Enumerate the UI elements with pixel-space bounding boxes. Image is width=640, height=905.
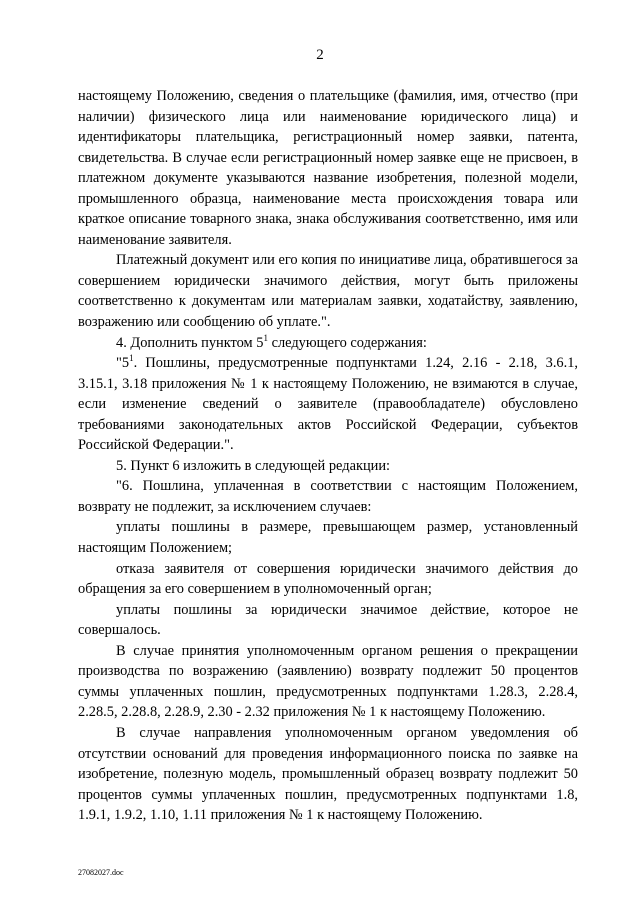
paragraph-payment-document: Платежный документ или его копия по инициативе лица, обратившегося за совершением юридически значимого действия, могут быть приложены соответственно к документам или материалам заявки, ходатайству, заявлению, возражению или сообщению об уплате.". [78,252,578,331]
paragraph-clause-6: "6. Пошлина, уплаченная в соответствии с настоящим Положением, возврату не подлежит, за исключением случаев: [78,478,578,515]
page-number: 2 [316,47,324,63]
item-4-text-start: 4. Дополнить пунктом 5 [116,334,264,351]
paragraph-clause-5-1 [78,353,578,456]
clause-5-1-text-end: . Пошлины, предусмотренные подпунктами 1.24, 2.16 - 2.18, 3.6.1, 3.15.1, 3.18 приложения № 1 к настоящему Положению, не взимаются в случае, если изменение сведений о заявителе (правообладателе) обусловлено требованиями законодательных актов Российской Федерации, субъектов Российской Федерации.". [78,355,578,454]
paragraph-item-4 [78,333,578,354]
paragraph-exception-not-performed: уплаты пошлины за юридически значимое действие, которое не совершалось. [78,601,578,639]
document-body [78,86,578,826]
paragraph-refund-termination: В случае принятия уполномоченным органом решения о прекращении производства по возражению (заявлению) возврату подлежит 50 процентов суммы уплаченных пошлин, предусмотренных подпунктами 1.28.3, 2.28.4, 2.28.5, 2.28.8, 2.28.9, 2.30 - 2.32 приложения № 1 к настоящему Положению. [78,642,578,721]
clause-5-1-text-start: "5 [116,355,130,372]
paragraph-payer-details: настоящему Положению, сведения о плательщике (фамилия, имя, отчество (при наличии) физического лица или наименование юридического лица) и идентификаторы плательщика, регистрационный номер заявки, патента, свидетельства. В случае если регистрационный номер заявке еще не присвоен, в платежном документе указываются название изобретения, полезной модели, промышленного образца, наименование места происхождения товара или краткое описание товарного знака, знака обслуживания соответственно, имя или наименование заявителя. [78,88,578,248]
paragraph-exception-overpayment: уплаты пошлины в размере, превышающем размер, установленный настоящим Положением; [78,519,578,557]
paragraph-item-5: 5. Пункт 6 изложить в следующей редакции: [116,457,391,474]
clause-5-1-superscript: 1 [129,353,134,364]
item-4-superscript: 1 [263,332,268,343]
item-4-text-end: следующего содержания: [267,334,427,351]
paragraph-refund-search: В случае направления уполномоченным органом уведомления об отсутствии оснований для проведения информационного поиска по заявке на изобретение, полезную модель, промышленный образец возврату подлежит 50 процентов суммы уплаченных пошлин, предусмотренных подпунктами 1.8, 1.9.1, 1.9.2, 1.10, 1.11 приложения № 1 к настоящему Положению. [78,724,578,824]
paragraph-exception-refusal: отказа заявителя от совершения юридически значимого действия до обращения за его совершением в уполномоченный орган; [78,560,578,598]
footer-filename: 27082027.doc [78,868,124,877]
